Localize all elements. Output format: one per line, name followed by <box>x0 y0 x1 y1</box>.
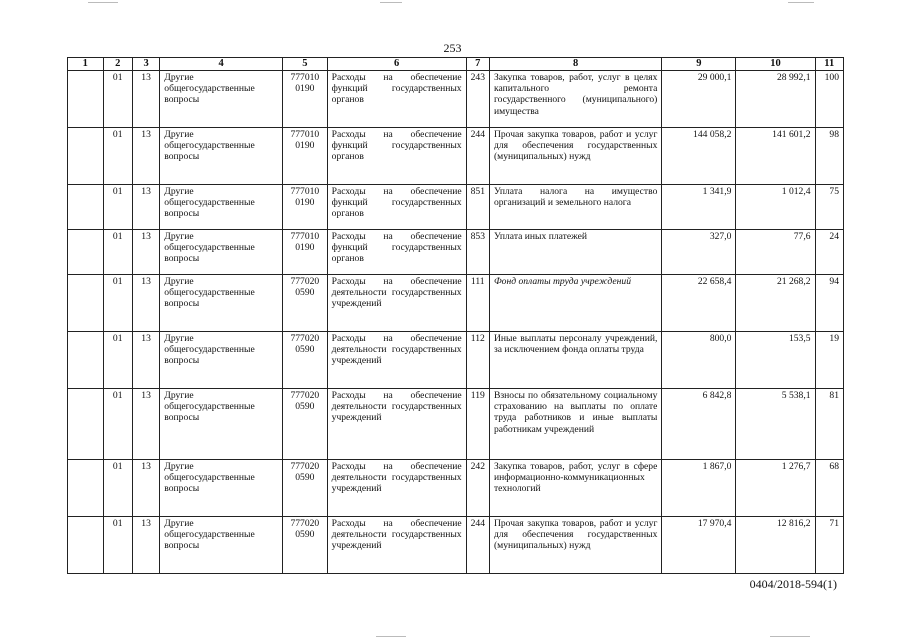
cell-section-name: Другие общегосударственные вопросы <box>160 128 283 185</box>
table-row <box>68 128 844 185</box>
cell-target-name: Расходы на обеспечение функций государственных органов <box>327 128 466 185</box>
table-row <box>68 230 844 275</box>
table-row <box>68 517 844 574</box>
cell-section: 01 <box>103 460 132 517</box>
cell-subsection: 13 <box>132 128 159 185</box>
table-row <box>68 71 844 128</box>
cell-percent: 98 <box>815 128 843 185</box>
cell-percent: 24 <box>815 230 843 275</box>
cell-target-name: Расходы на обеспечение деятельности государственных учреждений <box>327 332 466 389</box>
cell-target-code: 777010 0190 <box>283 230 328 275</box>
cell-planned: 1 341,9 <box>662 185 736 230</box>
cell-percent: 71 <box>815 517 843 574</box>
column-header: 7 <box>466 58 489 71</box>
table-row <box>68 275 844 332</box>
cell-section: 01 <box>103 389 132 460</box>
cell-section-name: Другие общегосударственные вопросы <box>160 230 283 275</box>
cell-row-number <box>68 128 104 185</box>
cell-section: 01 <box>103 185 132 230</box>
cell-row-number <box>68 332 104 389</box>
cell-subsection: 13 <box>132 460 159 517</box>
column-header: 8 <box>489 58 661 71</box>
cell-actual: 153,5 <box>736 332 815 389</box>
cell-section: 01 <box>103 71 132 128</box>
cell-expense-name: Прочая закупка товаров, работ и услуг для обеспечения государственных (муниципальных) нужд <box>489 128 661 185</box>
cell-target-code: 777020 0590 <box>283 389 328 460</box>
cell-expense-code: 112 <box>466 332 489 389</box>
cell-target-code: 777010 0190 <box>283 71 328 128</box>
cell-actual: 28 992,1 <box>736 71 815 128</box>
column-header: 5 <box>283 58 328 71</box>
cell-percent: 100 <box>815 71 843 128</box>
cell-planned: 17 970,4 <box>662 517 736 574</box>
cell-expense-name: Фонд оплаты труда учреждений <box>489 275 661 332</box>
cell-section-name: Другие общегосударственные вопросы <box>160 332 283 389</box>
cell-section: 01 <box>103 275 132 332</box>
cell-target-code: 777010 0190 <box>283 128 328 185</box>
cell-target-code: 777020 0590 <box>283 517 328 574</box>
cell-expense-code: 853 <box>466 230 489 275</box>
cell-row-number <box>68 185 104 230</box>
cell-section: 01 <box>103 128 132 185</box>
scan-artifact <box>376 636 406 637</box>
cell-subsection: 13 <box>132 332 159 389</box>
cell-target-name: Расходы на обеспечение функций государственных органов <box>327 71 466 128</box>
cell-planned: 22 658,4 <box>662 275 736 332</box>
cell-target-name: Расходы на обеспечение функций государственных органов <box>327 230 466 275</box>
cell-target-name: Расходы на обеспечение деятельности государственных учреждений <box>327 275 466 332</box>
cell-expense-code: 111 <box>466 275 489 332</box>
cell-subsection: 13 <box>132 275 159 332</box>
cell-section-name: Другие общегосударственные вопросы <box>160 71 283 128</box>
cell-percent: 19 <box>815 332 843 389</box>
table-row <box>68 185 844 230</box>
cell-expense-code: 242 <box>466 460 489 517</box>
cell-expense-name: Закупка товаров, работ, услуг в сфере информационно-коммуникационных технологий <box>489 460 661 517</box>
document-id: 0404/2018-594(1) <box>749 577 837 591</box>
cell-row-number <box>68 460 104 517</box>
cell-target-code: 777020 0590 <box>283 460 328 517</box>
cell-planned: 1 867,0 <box>662 460 736 517</box>
cell-planned: 327,0 <box>662 230 736 275</box>
table-row <box>68 389 844 460</box>
cell-section: 01 <box>103 517 132 574</box>
column-header: 10 <box>736 58 815 71</box>
column-header: 2 <box>103 58 132 71</box>
cell-expense-code: 243 <box>466 71 489 128</box>
cell-target-code: 777010 0190 <box>283 185 328 230</box>
table-row <box>68 332 844 389</box>
cell-row-number <box>68 230 104 275</box>
cell-target-name: Расходы на обеспечение деятельности государственных учреждений <box>327 389 466 460</box>
cell-expense-name: Уплата иных платежей <box>489 230 661 275</box>
cell-section-name: Другие общегосударственные вопросы <box>160 517 283 574</box>
cell-target-name: Расходы на обеспечение деятельности государственных учреждений <box>327 460 466 517</box>
cell-actual: 21 268,2 <box>736 275 815 332</box>
cell-planned: 6 842,8 <box>662 389 736 460</box>
cell-expense-code: 244 <box>466 128 489 185</box>
cell-subsection: 13 <box>132 71 159 128</box>
scan-artifact <box>788 2 814 3</box>
cell-expense-code: 851 <box>466 185 489 230</box>
scan-artifact <box>770 636 810 637</box>
column-header: 3 <box>132 58 159 71</box>
cell-target-code: 777020 0590 <box>283 332 328 389</box>
budget-table <box>67 57 844 574</box>
cell-actual: 77,6 <box>736 230 815 275</box>
cell-actual: 141 601,2 <box>736 128 815 185</box>
cell-percent: 75 <box>815 185 843 230</box>
cell-row-number <box>68 275 104 332</box>
cell-expense-name: Взносы по обязательному социальному страхованию на выплаты по оплате труда работников и иные выплаты работникам учреждений <box>489 389 661 460</box>
column-header: 6 <box>327 58 466 71</box>
cell-row-number <box>68 389 104 460</box>
cell-target-name: Расходы на обеспечение функций государственных органов <box>327 185 466 230</box>
column-header: 4 <box>160 58 283 71</box>
table-header-row <box>68 58 844 71</box>
cell-row-number <box>68 71 104 128</box>
cell-planned: 29 000,1 <box>662 71 736 128</box>
cell-expense-name: Уплата налога на имущество организаций и земельного налога <box>489 185 661 230</box>
scan-artifact <box>380 2 402 3</box>
column-header: 1 <box>68 58 104 71</box>
page-number: 253 <box>443 41 462 55</box>
cell-expense-code: 119 <box>466 389 489 460</box>
cell-percent: 68 <box>815 460 843 517</box>
cell-percent: 81 <box>815 389 843 460</box>
cell-actual: 1 012,4 <box>736 185 815 230</box>
column-header: 11 <box>815 58 843 71</box>
cell-section-name: Другие общегосударственные вопросы <box>160 275 283 332</box>
cell-expense-code: 244 <box>466 517 489 574</box>
cell-planned: 800,0 <box>662 332 736 389</box>
cell-subsection: 13 <box>132 230 159 275</box>
cell-section: 01 <box>103 230 132 275</box>
cell-planned: 144 058,2 <box>662 128 736 185</box>
cell-expense-name: Прочая закупка товаров, работ и услуг для обеспечения государственных (муниципальных) нужд <box>489 517 661 574</box>
cell-subsection: 13 <box>132 389 159 460</box>
cell-section-name: Другие общегосударственные вопросы <box>160 460 283 517</box>
cell-target-code: 777020 0590 <box>283 275 328 332</box>
cell-section: 01 <box>103 332 132 389</box>
cell-actual: 1 276,7 <box>736 460 815 517</box>
scan-artifact <box>88 2 118 3</box>
cell-section-name: Другие общегосударственные вопросы <box>160 389 283 460</box>
cell-target-name: Расходы на обеспечение деятельности государственных учреждений <box>327 517 466 574</box>
cell-expense-name: Закупка товаров, работ, услуг в целях капитального ремонта государственного (муниципального) имущества <box>489 71 661 128</box>
column-header: 9 <box>662 58 736 71</box>
cell-section-name: Другие общегосударственные вопросы <box>160 185 283 230</box>
cell-subsection: 13 <box>132 517 159 574</box>
cell-subsection: 13 <box>132 185 159 230</box>
cell-percent: 94 <box>815 275 843 332</box>
cell-actual: 5 538,1 <box>736 389 815 460</box>
cell-row-number <box>68 517 104 574</box>
cell-expense-name: Иные выплаты персоналу учреждений, за исключением фонда оплаты труда <box>489 332 661 389</box>
cell-actual: 12 816,2 <box>736 517 815 574</box>
table-row <box>68 460 844 517</box>
